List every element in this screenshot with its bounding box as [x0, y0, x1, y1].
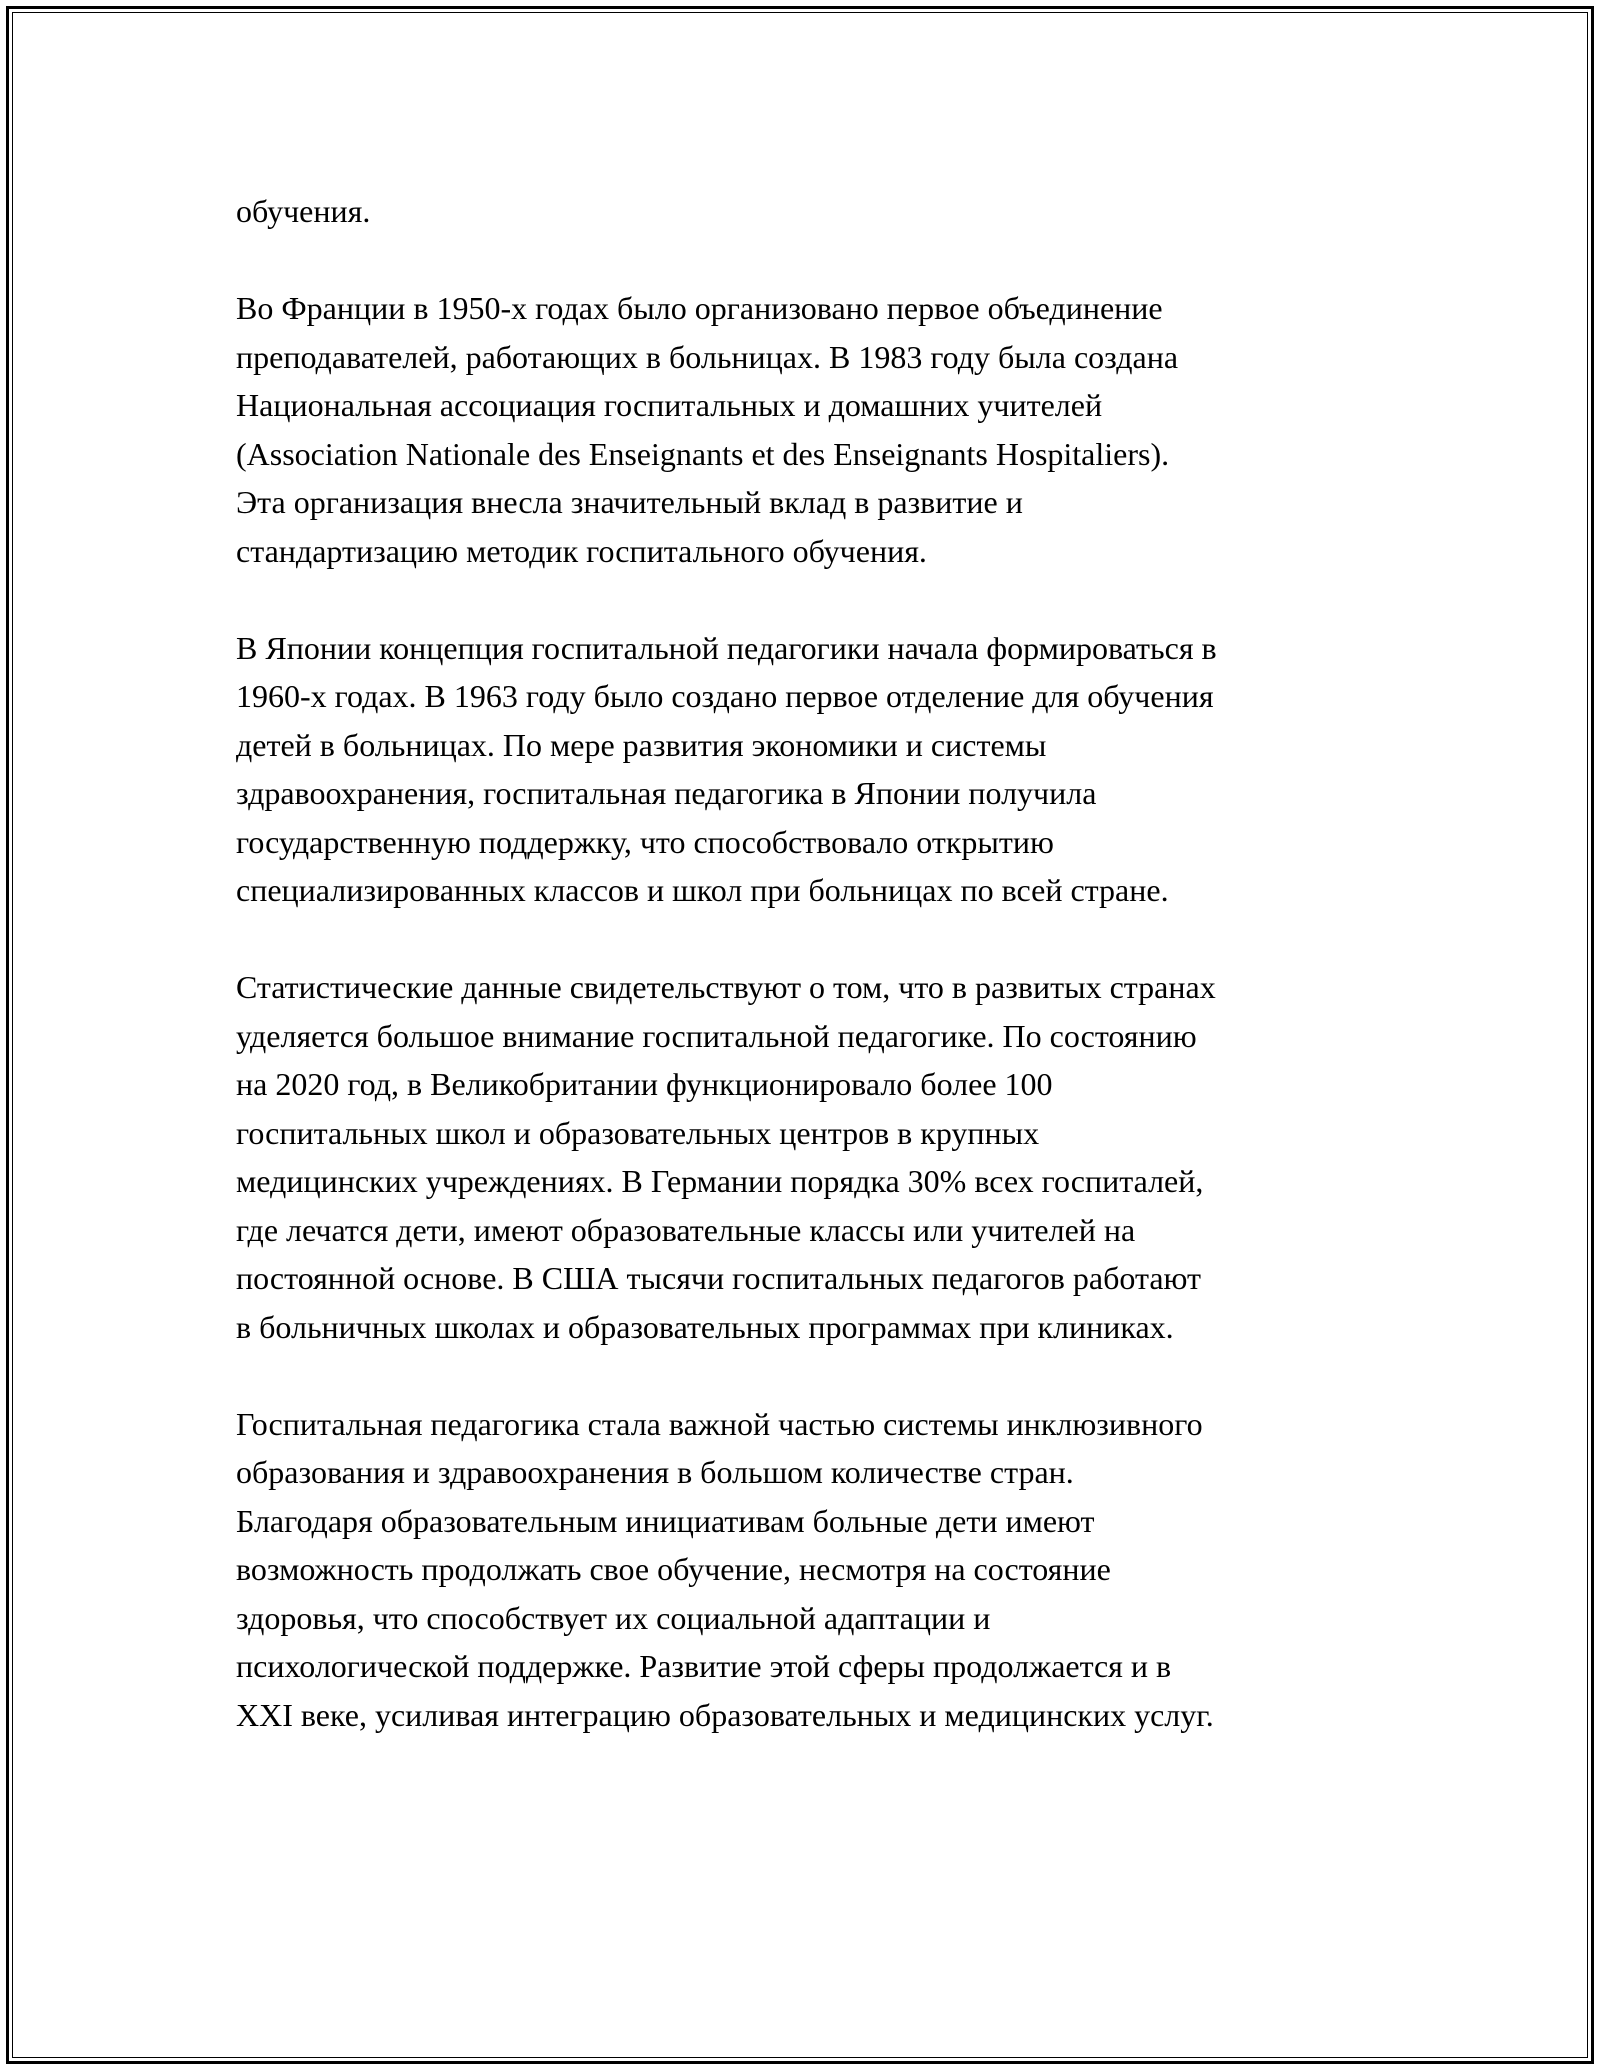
- text-line: постоянной основе. В США тысячи госпитальных педагогов работают: [236, 1260, 1202, 1296]
- text-line: Во Франции в 1950-х годах было организовано первое объединение: [236, 290, 1163, 326]
- paragraph-france: [236, 284, 1376, 575]
- text-line: образования и здравоохранения в большом количестве стран.: [236, 1454, 1074, 1490]
- text-line: Статистические данные свидетельствуют о том, что в развитых странах: [236, 969, 1216, 1005]
- text-line: где лечатся дети, имеют образовательные классы или учителей на: [236, 1211, 1136, 1248]
- text-line: Эта организация внесла значительный вклад в развитие и: [236, 484, 1023, 520]
- text-line: преподавателей, работающих в больницах. В 1983 году была создана: [236, 338, 1179, 375]
- text-line: возможность продолжать свое обучение, несмотря на состояние: [236, 1551, 1111, 1587]
- text-line: медицинских учреждениях. В Германии порядка 30% всех госпиталей,: [236, 1163, 1204, 1199]
- text-line: здравоохранения, госпитальная педагогика в Японии получила: [236, 775, 1097, 811]
- text-line: психологической поддержке. Развитие этой сферы продолжается и в: [236, 1648, 1172, 1684]
- paragraph-statistics: [236, 963, 1376, 1351]
- text-line: Национальная ассоциация госпитальных и домашних учителей: [236, 387, 1103, 423]
- document-body: [236, 187, 1376, 1739]
- text-line: специализированных классов и школ при больницах по всей стране.: [236, 872, 1169, 908]
- text-line: обучения.: [236, 193, 371, 229]
- text-line: Благодаря образовательным инициативам больные дети имеют: [236, 1502, 1095, 1539]
- text-line: уделяется большое внимание госпитальной педагогике. По состоянию: [236, 1017, 1197, 1054]
- paragraph-japan: [236, 624, 1376, 915]
- text-line: госпитальных школ и образовательных центров в крупных: [236, 1114, 1040, 1151]
- text-line: стандартизацию методик госпитального обучения.: [236, 532, 927, 569]
- text-line: 1960-х годах. В 1963 году было создано первое отделение для обучения: [236, 678, 1214, 714]
- text-line: здоровья, что способствует их социальной адаптации и: [236, 1599, 991, 1636]
- text-line: государственную поддержку, что способствовало открытию: [236, 823, 1054, 860]
- paragraph-conclusion: [236, 1400, 1376, 1740]
- text-line: на 2020 год, в Великобритании функционировало более 100: [236, 1066, 1053, 1102]
- paragraph-continuation: [236, 187, 1376, 236]
- text-line: в больничных школах и образовательных программах при клиниках.: [236, 1308, 1174, 1345]
- text-line: В Японии концепция госпитальной педагогики начала формироваться в: [236, 629, 1217, 666]
- text-line: XXI веке, усиливая интеграцию образовательных и медицинских услуг.: [236, 1696, 1214, 1733]
- text-line: (Association Nationale des Enseignants et des Enseignants Hospitaliers).: [236, 435, 1170, 472]
- text-line: Госпитальная педагогика стала важной частью системы инклюзивного: [236, 1405, 1203, 1442]
- text-line: детей в больницах. По мере развития экономики и системы: [236, 726, 1047, 763]
